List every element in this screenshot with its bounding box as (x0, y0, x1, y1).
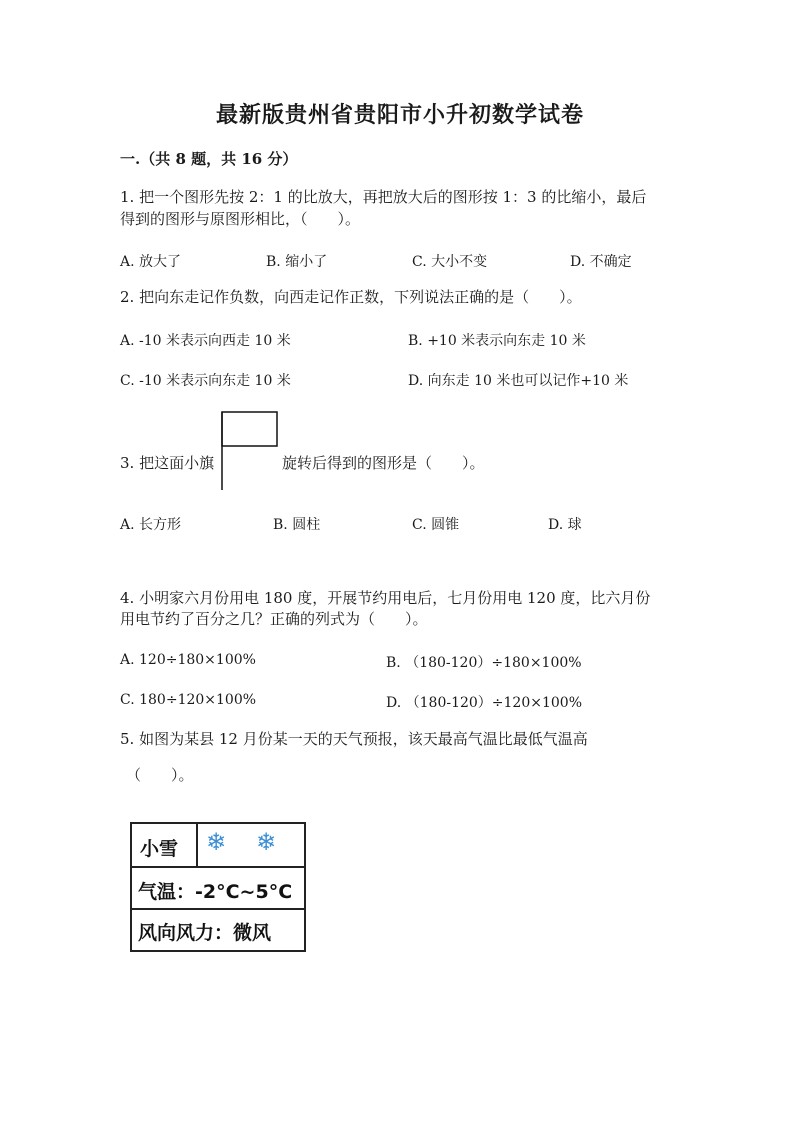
question-2-option-b: B. +10 米表示向东走 10 米 (408, 333, 586, 349)
weather-divider (196, 824, 198, 866)
question-3-option-d: D. 球 (548, 517, 582, 533)
question-2-option-d: D. 向东走 10 米也可以记作+10 米 (408, 373, 629, 389)
snowflake-icon: ❄ (256, 828, 277, 856)
question-1-option-d: D. 不确定 (570, 254, 632, 270)
question-1-option-a: A. 放大了 (120, 254, 182, 270)
question-5-line-1: 5. 如图为某县 12 月份某一天的天气预报，该天最高气温比最低气温高 (120, 730, 588, 748)
question-1-option-b: B. 缩小了 (266, 254, 328, 270)
question-4-option-b: B. （180-120）÷180×100% (386, 655, 582, 671)
section-header: 一.（共 8 题，共 16 分） (120, 150, 298, 168)
weather-condition-row (132, 824, 304, 868)
question-4-option-c: C. 180÷120×100% (120, 692, 257, 708)
question-1-line-1: 1. 把一个图形先按 2：1 的比放大，再把放大后的图形按 1：3 的比缩小，最后 (120, 188, 647, 206)
question-4-option-d: D. （180-120）÷120×100% (386, 695, 583, 711)
question-4-line-1: 4. 小明家六月份用电 180 度，开展节约用电后，七月份用电 120 度，比六月份 (120, 589, 651, 607)
snowflake-icon: ❄ (206, 828, 227, 856)
question-2-option-c: C. -10 米表示向东走 10 米 (120, 373, 291, 389)
question-5-line-2: （ ）。 (126, 766, 194, 784)
question-3-text-after: 旋转后得到的图形是（ ）。 (282, 454, 485, 472)
question-1-line-2: 得到的图形与原图形相比，（ ）。 (120, 210, 361, 228)
weather-temperature-row (132, 868, 304, 910)
question-1-option-c: C. 大小不变 (412, 254, 488, 270)
question-3-text-before: 3. 把这面小旗 (120, 454, 215, 472)
question-2-line-1: 2. 把向东走记作负数，向西走记作正数，下列说法正确的是（ ）。 (120, 288, 582, 306)
weather-wind-row (132, 910, 304, 950)
question-4-option-a: A. 120÷180×100% (120, 652, 256, 668)
question-3-option-a: A. 长方形 (120, 517, 182, 533)
weather-temperature: 气温：-2°C~5°C (138, 881, 293, 903)
weather-wind: 风向风力：微风 (138, 922, 272, 944)
question-3-option-b: B. 圆柱 (273, 517, 321, 533)
flag-figure (220, 410, 280, 492)
weather-forecast-card (130, 822, 306, 952)
question-3-option-c: C. 圆锥 (412, 517, 460, 533)
weather-condition: 小雪 (140, 838, 179, 860)
question-2-option-a: A. -10 米表示向西走 10 米 (120, 333, 291, 349)
page-title: 最新版贵州省贵阳市小升初数学试卷 (215, 102, 584, 128)
question-4-line-2: 用电节约了百分之几？正确的列式为（ ）。 (120, 610, 428, 628)
